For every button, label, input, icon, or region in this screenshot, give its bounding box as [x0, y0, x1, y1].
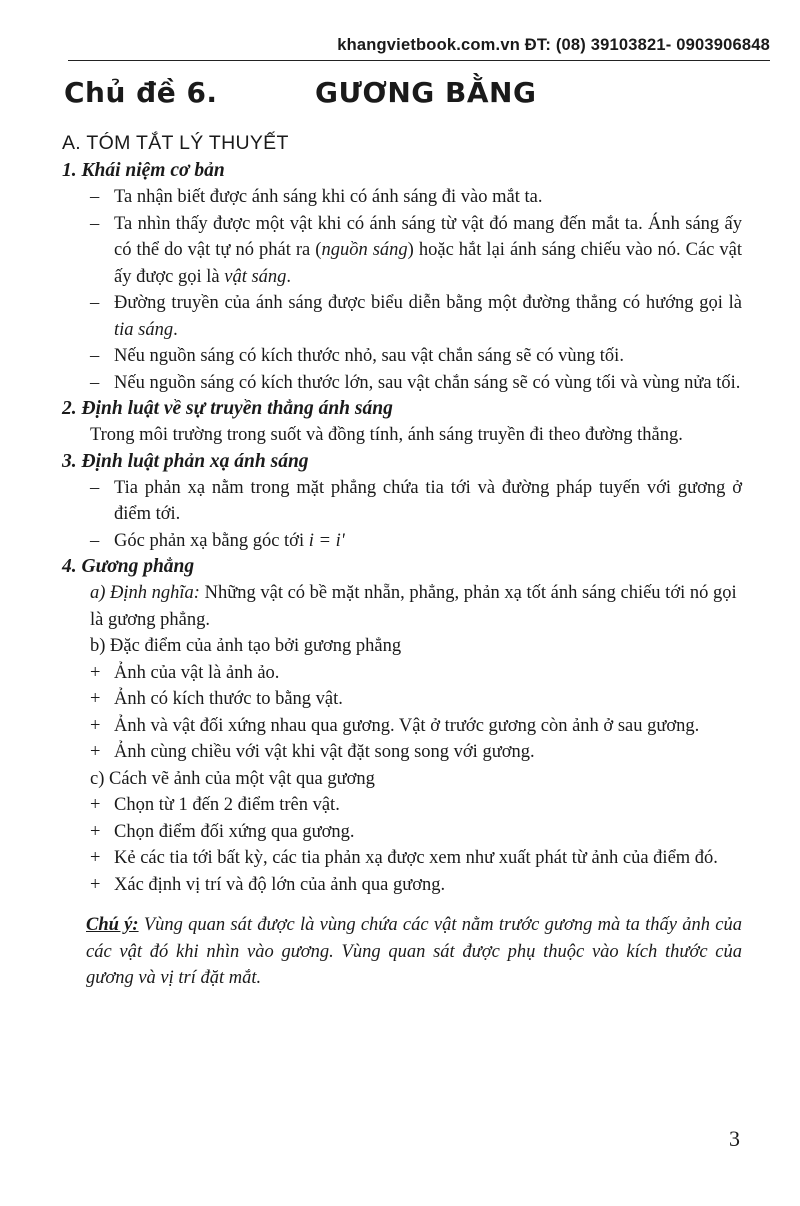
text-run: Góc phản xạ bằng góc tới	[114, 530, 309, 551]
dash-marker: –	[90, 213, 100, 234]
list-item-text: Nếu nguồn sáng có kích thước nhỏ, sau vật chắn sáng sẽ có vùng tối.	[114, 346, 624, 366]
list-item-text: Ảnh của vật là ảnh ảo.	[114, 662, 280, 683]
list-item	[62, 872, 742, 899]
list-item	[62, 475, 742, 528]
section-1-heading: 1. Khái niệm cơ bản	[62, 160, 225, 181]
definition-text: Những vật có bề mặt nhẵn, phẳng, phản xạ tốt ánh sáng chiếu tới nó gọi là gương phẳng.	[90, 583, 737, 630]
definition-paragraph	[62, 580, 742, 633]
dash-marker: –	[90, 477, 100, 498]
text-run: .	[286, 266, 292, 287]
text-run: Đường truyền của ánh sáng được biểu diễn bằng một đường thẳng có hướng gọi là	[114, 293, 742, 313]
dash-marker: –	[90, 187, 100, 207]
term-tia-sang: tia sáng	[114, 319, 174, 340]
list-item	[62, 184, 742, 211]
page-number: 3	[729, 1126, 740, 1151]
list-item-text: Xác định vị trí và độ lớn của ảnh qua gương.	[114, 874, 446, 895]
section-3-heading: 3. Định luật phản xạ ánh sáng	[62, 450, 309, 472]
text-run: Ta nhìn thấy được một vật khi có ánh sáng từ vật đó mang đến mắt ta. Ánh sáng ấy có thể do vật tự nó phát ra (	[114, 213, 742, 260]
note-paragraph	[86, 912, 742, 992]
list-item-text: Tia phản xạ nằm trong mặt phẳng chứa tia tới và đường pháp tuyến với gương ở điểm tới.	[114, 477, 742, 524]
list-item	[62, 343, 742, 370]
list-item	[62, 739, 742, 766]
list-item-text: Ảnh có kích thước to bằng vật.	[114, 689, 343, 709]
list-item	[62, 713, 742, 740]
list-item	[62, 211, 742, 291]
note-label: Chú ý:	[86, 915, 139, 935]
list-item	[62, 290, 742, 343]
list-item-text: Chọn điểm đối xứng qua gương.	[114, 821, 355, 842]
text-run: .	[173, 319, 178, 340]
plus-marker: +	[90, 848, 101, 868]
term-vat-sang: vật sáng	[224, 266, 287, 287]
plus-marker: +	[90, 715, 101, 736]
term-nguon-sang: nguồn sáng	[321, 240, 408, 260]
dash-marker: –	[90, 293, 100, 313]
list-item-text: Ảnh cùng chiều với vật khi vật đặt song song với gương.	[114, 742, 535, 762]
list-item-text	[114, 528, 742, 555]
plus-marker: +	[90, 742, 101, 762]
plus-marker: +	[90, 821, 101, 842]
list-item-text	[114, 211, 742, 291]
sub-heading-b: b) Đặc điểm của ảnh tạo bởi gương phẳng	[90, 636, 402, 656]
list-item	[62, 660, 742, 687]
list-item-text: Ảnh và vật đối xứng nhau qua gương. Vật ở trước gương còn ảnh ở sau gương.	[114, 715, 700, 736]
list-item	[62, 792, 742, 819]
chapter-title: GƯƠNG BẰNG	[315, 76, 537, 109]
list-item-text: Nếu nguồn sáng có kích thước lớn, sau vật chắn sáng sẽ có vùng tối và vùng nửa tối.	[114, 372, 741, 393]
content	[62, 128, 742, 992]
section-2-heading: 2. Định luật về sự truyền thẳng ánh sáng	[62, 398, 393, 419]
plus-marker: +	[90, 689, 101, 709]
list-item	[62, 819, 742, 846]
sub-label-a: a) Định nghĩa:	[90, 583, 200, 603]
dash-marker: –	[90, 346, 100, 366]
sub-heading-c: c) Cách vẽ ảnh của một vật qua gương	[90, 768, 375, 789]
header-rule	[68, 60, 770, 61]
section-4-heading: 4. Gương phẳng	[62, 556, 195, 577]
dash-marker: –	[90, 530, 100, 551]
plus-marker: +	[90, 662, 101, 683]
page-header: khangvietbook.com.vn ĐT: (08) 39103821- 0903906848	[337, 36, 770, 54]
list-item	[62, 528, 742, 555]
plus-marker: +	[90, 795, 101, 815]
list-item	[62, 686, 742, 713]
list-item-text: Chọn từ 1 đến 2 điểm trên vật.	[114, 795, 340, 815]
note-text: Vùng quan sát được là vùng chứa các vật nằm trước gương mà ta thấy ảnh của các vật đó khi nhìn vào gương. Vùng quan sát được phụ thuộc vào kích thước của gương và vị trí đặt mắt.	[86, 915, 742, 988]
chapter-number: Chủ đề 6.	[64, 76, 218, 109]
text-run: ) hoặc hắt lại ánh sáng chiếu vào nó. Các vật ấy được gọi là	[114, 240, 743, 287]
dash-marker: –	[90, 372, 100, 393]
section-2-text: Trong môi trường trong suốt và đồng tính, ánh sáng truyền đi theo đường thẳng.	[90, 425, 683, 445]
list-item-text: Kẻ các tia tới bất kỳ, các tia phản xạ được xem như xuất phát từ ảnh của điểm đó.	[114, 848, 718, 868]
list-item	[62, 370, 742, 397]
list-item	[62, 845, 742, 872]
plus-marker: +	[90, 874, 101, 895]
section-a-heading: A. TÓM TẮT LÝ THUYẾT	[62, 132, 289, 154]
list-item-text: Ta nhận biết được ánh sáng khi có ánh sáng đi vào mắt ta.	[114, 187, 543, 207]
list-item-text	[114, 290, 742, 343]
reflection-formula: i = i'	[308, 530, 345, 551]
